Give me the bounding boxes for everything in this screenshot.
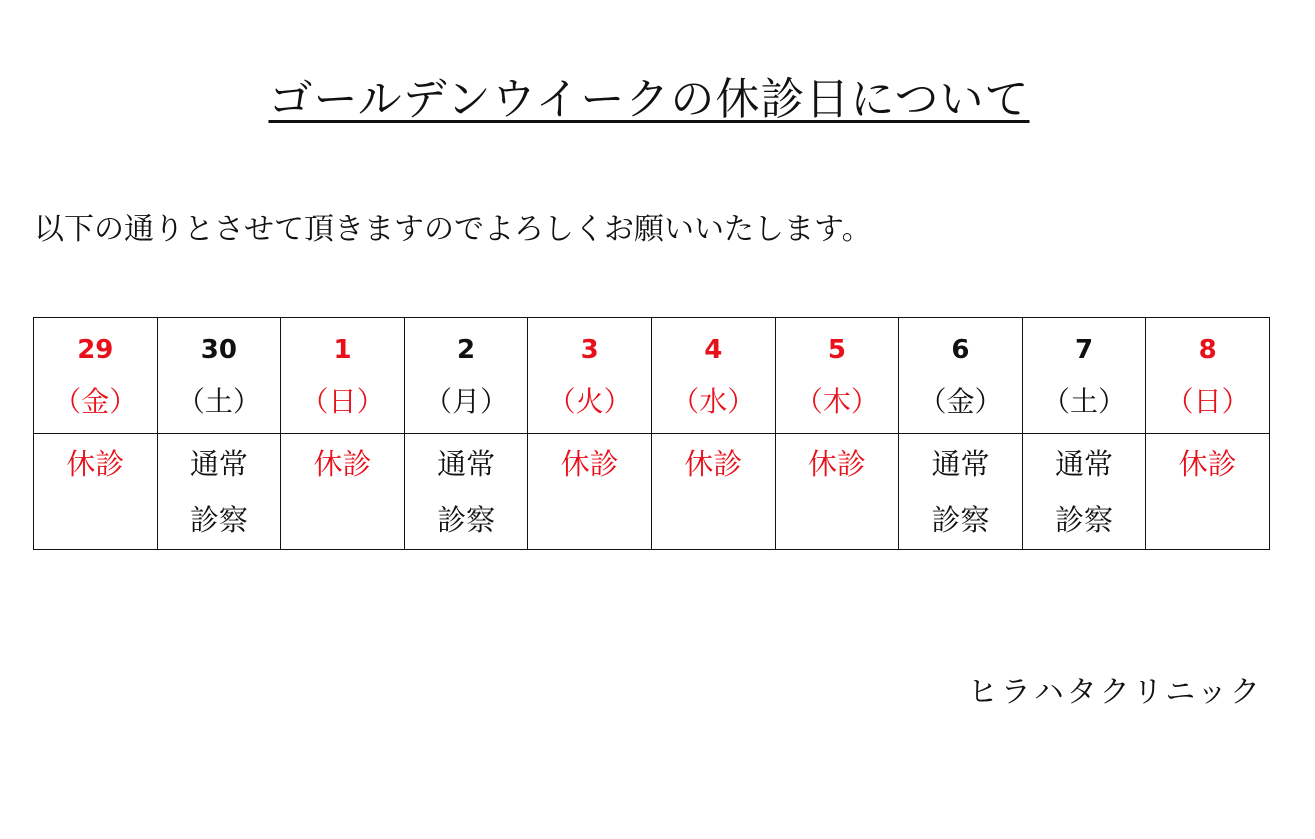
date-cell xyxy=(1022,318,1146,434)
weekday-label: （月） xyxy=(424,385,509,418)
date-cell xyxy=(775,318,899,434)
status-cell xyxy=(281,434,405,550)
status-cell xyxy=(404,434,528,550)
date-cell xyxy=(34,318,158,434)
status-label: 通常 診察 xyxy=(1055,447,1114,537)
weekday-label: （水） xyxy=(671,385,756,418)
status-label: 休診 xyxy=(1178,447,1237,481)
date-cell xyxy=(404,318,528,434)
status-cell xyxy=(528,434,652,550)
status-label: 休診 xyxy=(313,447,372,481)
status-row xyxy=(34,434,1270,550)
holiday-schedule-table xyxy=(33,317,1270,550)
status-cell xyxy=(1022,434,1146,550)
status-label: 通常 診察 xyxy=(437,447,496,537)
status-label: 通常 診察 xyxy=(931,447,990,537)
weekday-label: （火） xyxy=(547,385,632,418)
date-cell xyxy=(1146,318,1270,434)
status-cell xyxy=(1146,434,1270,550)
day-number: 1 xyxy=(333,335,352,365)
date-row xyxy=(34,318,1270,434)
status-cell xyxy=(157,434,281,550)
date-cell xyxy=(899,318,1023,434)
status-label: 休診 xyxy=(560,447,619,481)
status-cell xyxy=(651,434,775,550)
date-cell xyxy=(157,318,281,434)
date-cell xyxy=(528,318,652,434)
weekday-label: （土） xyxy=(176,385,261,418)
date-cell xyxy=(651,318,775,434)
status-cell xyxy=(899,434,1023,550)
weekday-label: （土） xyxy=(1042,385,1127,418)
day-number: 8 xyxy=(1198,335,1217,365)
intro-text: 以下の通りとさせて頂きますのでよろしくお願いいたします。 xyxy=(34,212,872,247)
day-number: 5 xyxy=(827,335,846,365)
day-number: 30 xyxy=(200,335,237,365)
day-number: 7 xyxy=(1075,335,1094,365)
status-label: 休診 xyxy=(807,447,866,481)
status-label: 休診 xyxy=(684,447,743,481)
clinic-name: ヒラハタクリニック xyxy=(967,675,1263,710)
weekday-label: （金） xyxy=(918,385,1003,418)
weekday-label: （日） xyxy=(1165,385,1250,418)
status-cell xyxy=(34,434,158,550)
day-number: 29 xyxy=(77,335,114,365)
date-cell xyxy=(281,318,405,434)
status-label: 通常 診察 xyxy=(189,447,248,537)
weekday-label: （日） xyxy=(300,385,385,418)
day-number: 6 xyxy=(951,335,970,365)
status-cell xyxy=(775,434,899,550)
day-number: 2 xyxy=(457,335,476,365)
weekday-label: （木） xyxy=(794,385,879,418)
day-number: 4 xyxy=(704,335,723,365)
status-label: 休診 xyxy=(66,447,125,481)
weekday-label: （金） xyxy=(53,385,138,418)
day-number: 3 xyxy=(580,335,599,365)
page-title: ゴールデンウイークの休診日について xyxy=(268,74,1030,125)
